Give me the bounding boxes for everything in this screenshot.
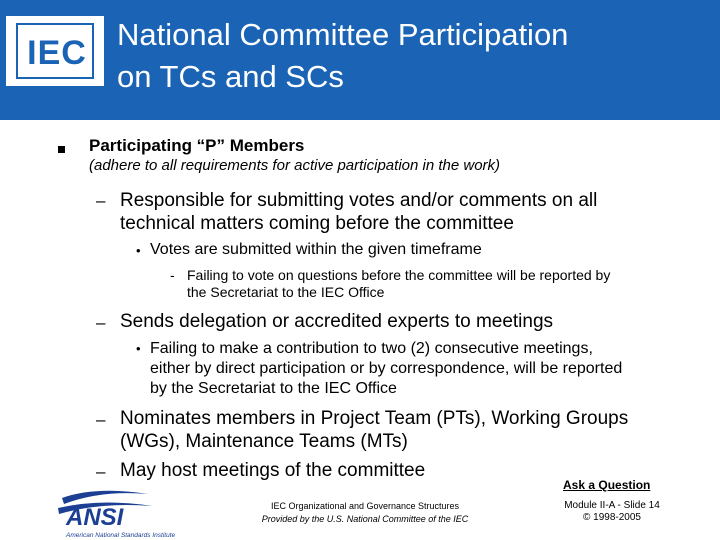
- item-2-sub-line-2: either by direct participation or by correspondence, will be reported: [150, 360, 623, 377]
- item-1-sub: Votes are submitted within the given timeframe: [150, 241, 482, 258]
- ansi-tagline: American National Standards Institute: [66, 532, 176, 539]
- footer-center-line-1: IEC Organizational and Governance Structures: [270, 501, 460, 511]
- dash-bullet-icon: –: [96, 313, 106, 332]
- slide-number: Module II-A - Slide 14: [564, 500, 660, 511]
- ask-a-question-link[interactable]: Ask a Question: [563, 478, 651, 492]
- item-1-subsub-line-1: Failing to vote on questions before the committee will be reported by: [187, 267, 611, 283]
- dash-bullet-icon: –: [96, 462, 106, 481]
- item-1-subsub-line-2: the Secretariat to the IEC Office: [187, 284, 385, 300]
- item-4: May host meetings of the committee: [120, 460, 426, 481]
- dash-bullet-icon: –: [96, 191, 106, 210]
- dash-bullet-icon: –: [96, 410, 106, 429]
- footer-center-line-2: Provided by the U.S. National Committee of the IEC: [261, 514, 469, 524]
- item-1-line-1: Responsible for submitting votes and/or comments on all: [120, 190, 598, 211]
- item-3-line-2: (WGs), Maintenance Teams (MTs): [120, 431, 408, 452]
- iec-logo: [6, 16, 104, 86]
- participating-members-note: (adhere to all requirements for active participation in the work): [89, 157, 501, 174]
- dot-bullet-icon: •: [136, 341, 141, 356]
- slide-title: [117, 14, 707, 98]
- participating-members-heading: Participating “P” Members: [89, 136, 305, 155]
- title-line-2: on TCs and SCs: [117, 59, 344, 94]
- footer-center: [250, 500, 480, 526]
- title-line-1: National Committee Participation: [117, 17, 569, 52]
- title-banner: [0, 0, 720, 120]
- item-2-sub-line-1: Failing to make a contribution to two (2) consecutive meetings,: [150, 340, 593, 357]
- square-bullet-icon: [58, 146, 65, 153]
- ansi-logo-text: ANSI: [66, 504, 124, 531]
- minus-bullet-icon: -: [170, 267, 175, 283]
- item-1-line-2: technical matters coming before the committee: [120, 213, 514, 234]
- copyright: © 1998-2005: [583, 512, 641, 523]
- dot-bullet-icon: •: [136, 243, 141, 258]
- item-3-line-1: Nominates members in Project Team (PTs), Working Groups: [120, 408, 629, 429]
- item-2-sub-line-3: by the Secretariat to the IEC Office: [150, 380, 397, 397]
- item-2: Sends delegation or accredited experts to meetings: [120, 311, 554, 332]
- footer-slide-info: [548, 500, 676, 524]
- iec-logo-text: IEC: [27, 34, 87, 72]
- ansi-logo: [56, 488, 226, 540]
